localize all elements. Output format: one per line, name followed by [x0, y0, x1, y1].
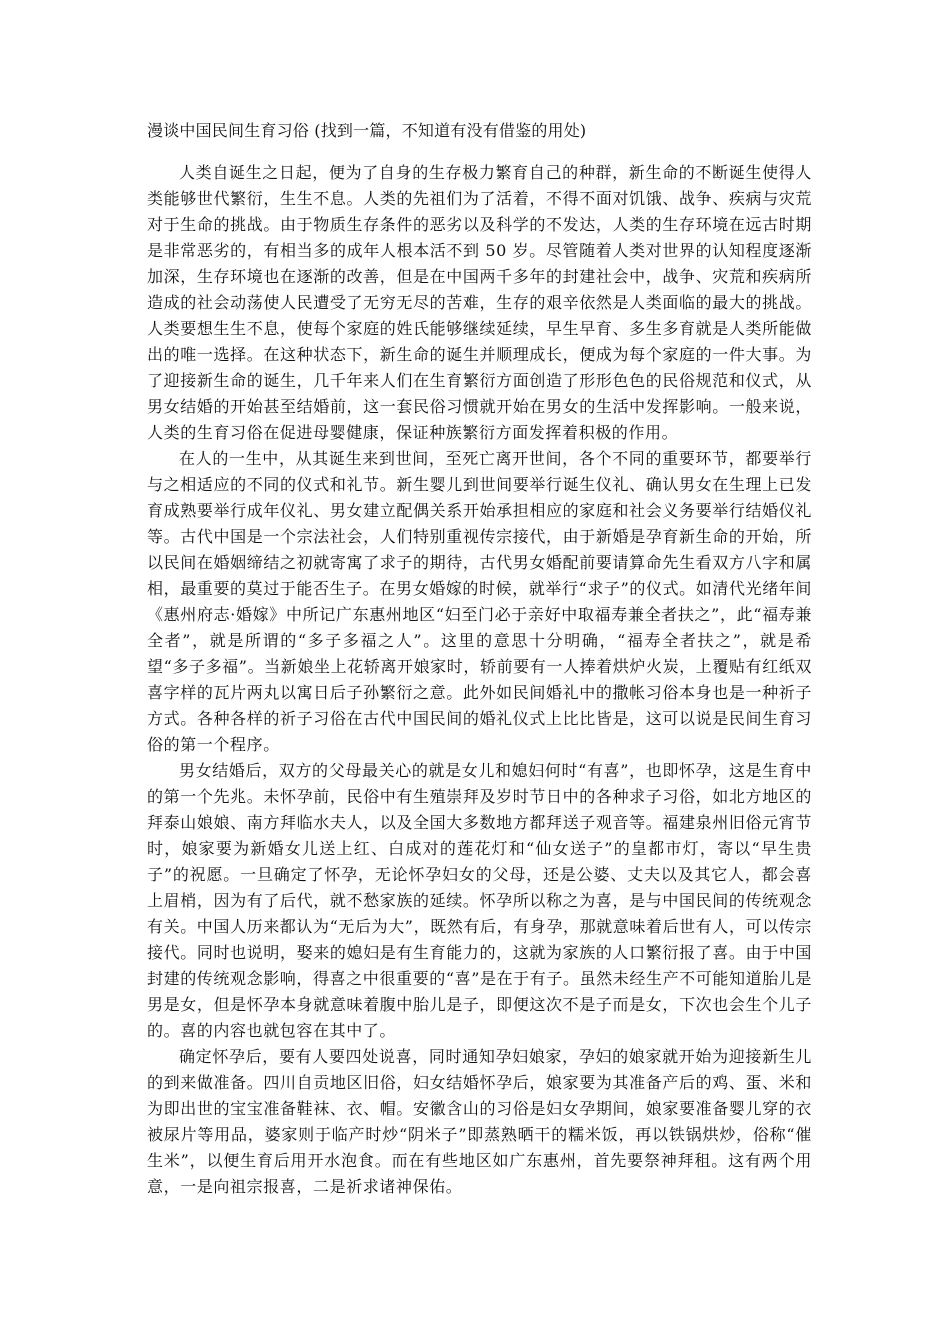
- paragraph-2: 在人的一生中，从其诞生来到世间，至死亡离开世间，各个不同的重要环节，都要举行与之相适应的不同的仪式和礼节。新生婴儿到世间要举行诞生仪礼、确认男女在生理上已发育成熟要举行成年仪礼、男女建立配偶关系开始承担相应的家庭和社会义务要举行结婚仪礼等。古代中国是一个宗法社会，人们特别重视传宗接代，由于新婚是孕育新生命的开始，所以民间在婚姻缔结之初就寄寓了求子的期待，古代男女婚配前要请算命先生看双方八字和属相，最重要的莫过于能否生子。在男女婚嫁的时候，就举行“求子”的仪式。如清代光绪年间《惠州府志·婚嫁》中所记广东惠州地区“妇至门必于亲好中取福寿兼全者扶之”，此“福寿兼全者”，就是所谓的“多子多福之人”。这里的意思十分明确，“福寿全者扶之”，就是希望“多子多福”。当新娘坐上花轿离开娘家时，轿前要有一人捧着烘炉火炭，上覆贴有红纸双喜字样的瓦片两丸以寓日后子孙繁衍之意。此外如民间婚礼中的撒帐习俗本身也是一种祈子方式。各种各样的祈子习俗在古代中国民间的婚礼仪式上比比皆是，这可以说是民间生育习俗的第一个程序。: [147, 449, 812, 754]
- paragraph-3: 男女结婚后，双方的父母最关心的就是女儿和媳妇何时“有喜”，也即怀孕，这是生育中的第一个先兆。未怀孕前，民俗中有生殖崇拜及岁时节日中的各种求子习俗，如北方地区的拜泰山娘娘、南方拜临水夫人，以及全国大多数地方都拜送子观音等。福建泉州旧俗元宵节时，娘家要为新婚女儿送上红、白成对的莲花灯和“仙女送子”的皇都市灯，寄以“早生贵子”的祝愿。一旦确定了怀孕，无论怀孕妇女的父母，还是公婆、丈夫以及其它人，都会喜上眉梢，因为有了后代，就不愁家族的延续。怀孕所以称之为喜，是与中国民间的传统观念有关。中国人历来都认为“无后为大”，既然有后，有身孕，那就意味着后世有人，可以传宗接代。同时也说明，娶来的媳妇是有生育能力的，这就为家族的人口繁衍报了喜。由于中国封建的传统观念影响，得喜之中很重要的“喜”是在于有子。虽然未经生产不可能知道胎儿是男是女，但是怀孕本身就意味着腹中胎儿是子，即便这次不是子而是女，下次也会生个儿子的。喜的内容也就包容在其中了。: [147, 761, 812, 1040]
- paragraph-1: 人类自诞生之日起，便为了自身的生存极力繁育自己的种群，新生命的不断诞生使得人类能够世代繁衍，生生不息。人类的先祖们为了活着，不得不面对饥饿、战争、疾病与灾荒对于生命的挑战。由于物质生存条件的恶劣以及科学的不发达，人类的生存环境在远古时期是非常恶劣的，有相当多的成年人根本活不到 50 岁。尽管随着人类对世界的认知程度逐渐加深，生存环境也在逐渐的改善，但是在中国两千多年的封建社会中，战争、灾荒和疾病所造成的社会动荡使人民遭受了无穷无尽的苦难，生存的艰辛依然是人类面临的最大的挑战。人类要想生生不息，使每个家庭的姓氏能够继续延续，早生早育、多生多育就是人类所能做出的唯一选择。在这种状态下，新生命的诞生并顺理成长，便成为每个家庭的一件大事。为了迎接新生命的诞生，几千年来人们在生育繁衍方面创造了形形色色的民俗规范和仪式，从男女结婚的开始甚至结婚前，这一套民俗习惯就开始在男女的生活中发挥影响。一般来说，人类的生育习俗在促进母婴健康，保证种族繁衍方面发挥着积极的作用。: [147, 163, 812, 442]
- document-title: 漫谈中国民间生育习俗 (找到一篇，不知道有没有借鉴的用处): [147, 121, 587, 140]
- paragraph-4: 确定怀孕后，要有人要四处说喜，同时通知孕妇娘家，孕妇的娘家就开始为迎接新生儿的到来做准备。四川自贡地区旧俗，妇女结婚怀孕后，娘家要为其准备产后的鸡、蛋、米和为即出世的宝宝准备鞋袜、衣、帽。安徽含山的习俗是妇女孕期间，娘家要准备婴儿穿的衣被尿片等用品，婆家则于临产时炒“阴米子”即蒸熟晒干的糯米饭，再以铁锅烘炒，俗称“催生米”，以便生育后用开水泡食。而在有些地区如广东惠州，首先要祭神拜租。这有两个用意，一是向祖宗报喜，二是祈求诸神保佑。: [147, 1047, 812, 1196]
- document-page: [147, 118, 812, 1200]
